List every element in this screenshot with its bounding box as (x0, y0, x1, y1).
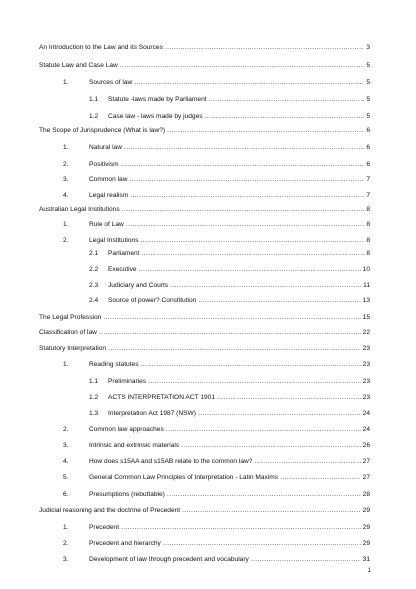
toc-entry-page: 24 (362, 410, 370, 417)
dot-leader (108, 345, 361, 353)
toc-entry-number: 2.4 (89, 297, 99, 304)
toc-entry-page: 5 (366, 96, 370, 103)
toc-entry-number: 4. (63, 458, 69, 465)
toc-entry-title: General Common Law Principles of Interpretation - Latin Maxims (89, 474, 279, 481)
dot-leader (126, 221, 365, 229)
toc-entry-number: 1.1 (89, 378, 99, 385)
dot-leader (134, 79, 364, 87)
toc-entry[interactable] (63, 79, 370, 87)
toc-entry-page: 7 (366, 192, 370, 199)
toc-entry[interactable] (39, 329, 370, 337)
toc-entry-page: 6 (366, 144, 370, 151)
toc-entry-title: Case law - laws made by judges (108, 113, 203, 120)
toc-entry[interactable] (63, 361, 370, 369)
toc-entry-page: 8 (366, 250, 370, 257)
toc-entry[interactable] (89, 394, 370, 402)
toc-entry-number: 5. (63, 474, 69, 481)
toc-entry-page: 11 (363, 282, 370, 289)
dot-leader (170, 282, 361, 290)
toc-entry-title: Classification of law (39, 329, 97, 336)
toc-entry-page: 6 (366, 161, 370, 168)
toc-entry-page: 3 (366, 44, 370, 51)
toc-entry-number: 2. (63, 540, 69, 547)
toc-entry-title: The Legal Profession (39, 314, 102, 321)
dot-leader (124, 144, 364, 152)
toc-entry-page: 6 (366, 127, 370, 134)
toc-entry-number: 1. (63, 524, 69, 531)
toc-entry-title: Preliminaries (108, 378, 147, 385)
toc-entry-title: Source of power? Constitution (108, 297, 197, 304)
dot-leader (122, 206, 365, 214)
toc-entry-title: Precedent (89, 524, 120, 531)
dot-leader (167, 127, 364, 135)
toc-entry-title: Sources of law (89, 79, 133, 86)
toc-entry[interactable] (89, 282, 370, 290)
toc-entry-number: 6. (63, 491, 69, 498)
toc-entry-page: 5 (366, 113, 370, 120)
toc-entry-title: Statute -laws made by Parliament (108, 96, 207, 103)
dot-leader (182, 507, 361, 515)
dot-leader (280, 474, 361, 482)
toc-entry-page: 24 (362, 426, 370, 433)
toc-entry-number: 1. (63, 144, 69, 151)
toc-entry-page: 10 (362, 266, 370, 273)
toc-entry-number: 2. (63, 237, 69, 244)
dot-leader (198, 297, 360, 305)
toc-entry-title: Positivism (89, 161, 119, 168)
toc-entry-title: Judicial reasoning and the doctrine of Precedent (39, 507, 181, 514)
toc-entry-number: 3. (63, 442, 69, 449)
toc-entry-title: ACTS INTERPRETATION ACT 1901 (108, 394, 215, 401)
toc-entry-number: 2. (63, 161, 69, 168)
toc-entry-number: 2. (63, 426, 69, 433)
toc-entry[interactable] (63, 474, 370, 482)
toc-entry-title: Statute Law and Case Law (39, 62, 118, 69)
toc-entry-title: Intrinsic and extrinsic materials (89, 442, 180, 449)
dot-leader (198, 410, 361, 418)
dot-leader (181, 442, 361, 450)
toc-entry[interactable] (63, 491, 370, 499)
toc-entry-page: 8 (366, 206, 370, 213)
toc-entry[interactable] (39, 314, 370, 322)
toc-entry-page: 7 (366, 176, 370, 183)
dot-leader (121, 161, 365, 169)
toc-entry-number: 1. (63, 79, 69, 86)
toc-entry-title: Development of law through precedent and vocabulary (89, 556, 249, 563)
toc-entry-title: Common law (89, 176, 128, 183)
toc-entry[interactable] (63, 524, 370, 532)
toc-entry-page: 22 (362, 329, 370, 336)
toc-entry-number: 1.2 (89, 394, 99, 401)
toc-entry-title: Interpretation Act 1987 (NSW) (108, 410, 196, 417)
toc-entry-page: 8 (366, 221, 370, 228)
dot-leader (142, 250, 365, 258)
toc-entry[interactable] (63, 556, 370, 564)
toc-entry-title: How does s15AA and s15AB relate to the common law? (89, 458, 253, 465)
toc-entry-title: Reading statutes (89, 361, 139, 368)
toc-entry[interactable] (63, 161, 370, 169)
toc-entry[interactable] (63, 144, 370, 152)
toc-entry-title: Australian Legal Institutions (39, 206, 120, 213)
toc-entry[interactable] (63, 176, 370, 184)
toc-entry-title: Legal realism (89, 192, 129, 199)
dot-leader (166, 426, 361, 434)
dot-leader (205, 113, 365, 121)
toc-entry-page: 31 (362, 556, 370, 563)
toc-entry-page: 23 (362, 345, 370, 352)
toc-entry[interactable] (89, 96, 370, 104)
dot-leader (165, 44, 364, 52)
toc-entry[interactable] (63, 221, 370, 229)
toc-entry[interactable] (39, 206, 370, 214)
toc-entry-page: 5 (366, 79, 370, 86)
toc-entry-title: Executive (108, 266, 137, 273)
toc-entry-title: An Introduction to the Law and its Sources (39, 44, 163, 51)
toc-entry-page: 15 (362, 314, 370, 321)
dot-leader (120, 62, 365, 70)
toc-entry[interactable] (39, 345, 370, 353)
dot-leader (99, 329, 361, 337)
toc-entry-title: Legal Institutions (89, 237, 139, 244)
toc-entry-page: 13 (362, 297, 370, 304)
toc-entry-number: 1.1 (89, 96, 99, 103)
toc-entry-title: Natural law (89, 144, 122, 151)
toc-entry-title: Presumptions (rebuttable) (89, 491, 165, 498)
toc-entry-page: 27 (362, 474, 370, 481)
toc-entry[interactable] (39, 127, 370, 135)
toc-entry[interactable] (63, 426, 370, 434)
toc-entry-page: 27 (362, 458, 370, 465)
toc-entry-title: Rule of Law (89, 221, 124, 228)
toc-entry-page: 8 (366, 237, 370, 244)
page-number: 1 (367, 568, 371, 574)
dot-leader (148, 378, 361, 386)
toc-entry[interactable] (63, 540, 370, 548)
toc-entry-title: Precedent and hierarchy (89, 540, 161, 547)
dot-leader (129, 176, 364, 184)
toc-entry[interactable] (39, 44, 370, 52)
toc-entry-page: 26 (362, 442, 370, 449)
toc-entry-number: 3. (63, 176, 69, 183)
toc-entry-title: Parliament (108, 250, 140, 257)
toc-entry-page: 23 (362, 378, 370, 385)
dot-leader (103, 314, 360, 322)
dot-leader (141, 237, 365, 245)
toc-entry-page: 29 (362, 524, 370, 531)
toc-entry-number: 2.3 (89, 282, 99, 289)
toc-entry-page: 29 (362, 507, 370, 514)
toc-entry-page: 23 (362, 361, 370, 368)
toc-entry-page: 29 (362, 540, 370, 547)
toc-entry-number: 1.3 (89, 410, 99, 417)
toc-entry-number: 1. (63, 221, 69, 228)
dot-leader (121, 524, 361, 532)
dot-leader (251, 556, 361, 564)
toc-entry[interactable] (63, 192, 370, 200)
toc-entry[interactable] (89, 410, 370, 418)
toc-entry-number: 2.2 (89, 266, 99, 273)
dot-leader (254, 458, 360, 466)
toc-entry[interactable] (89, 378, 370, 386)
toc-entry[interactable] (39, 507, 370, 515)
toc-entry-page: 23 (362, 394, 370, 401)
toc-entry-page: 28 (362, 491, 370, 498)
toc-entry-number: 1. (63, 361, 69, 368)
toc-entry-title: Judiciary and Courts (108, 282, 169, 289)
dot-leader (209, 96, 365, 104)
dot-leader (130, 192, 364, 200)
toc-entry-page: 5 (366, 62, 370, 69)
dot-leader (167, 491, 361, 499)
toc-entry[interactable] (89, 250, 370, 258)
toc-entry[interactable] (89, 297, 370, 305)
dot-leader (217, 394, 361, 402)
toc-entry[interactable] (39, 62, 370, 70)
dot-leader (139, 266, 361, 274)
toc-entry[interactable] (63, 237, 370, 245)
toc-entry[interactable] (63, 458, 370, 466)
toc-entry-number: 4. (63, 192, 69, 199)
toc-entry-number: 1.2 (89, 113, 99, 120)
toc-entry-number: 2.1 (89, 250, 99, 257)
toc-entry-title: The Scope of Jurisprudence (What is law?) (39, 127, 166, 134)
toc-entry-title: Statutory Interpretation (39, 345, 107, 352)
toc-entry-number: 3. (63, 556, 69, 563)
dot-leader (141, 361, 361, 369)
dot-leader (163, 540, 361, 548)
toc-entry-title: Common law approaches (89, 426, 164, 433)
toc-entry[interactable] (89, 113, 370, 121)
toc-entry[interactable] (63, 442, 370, 450)
toc-entry[interactable] (89, 266, 370, 274)
